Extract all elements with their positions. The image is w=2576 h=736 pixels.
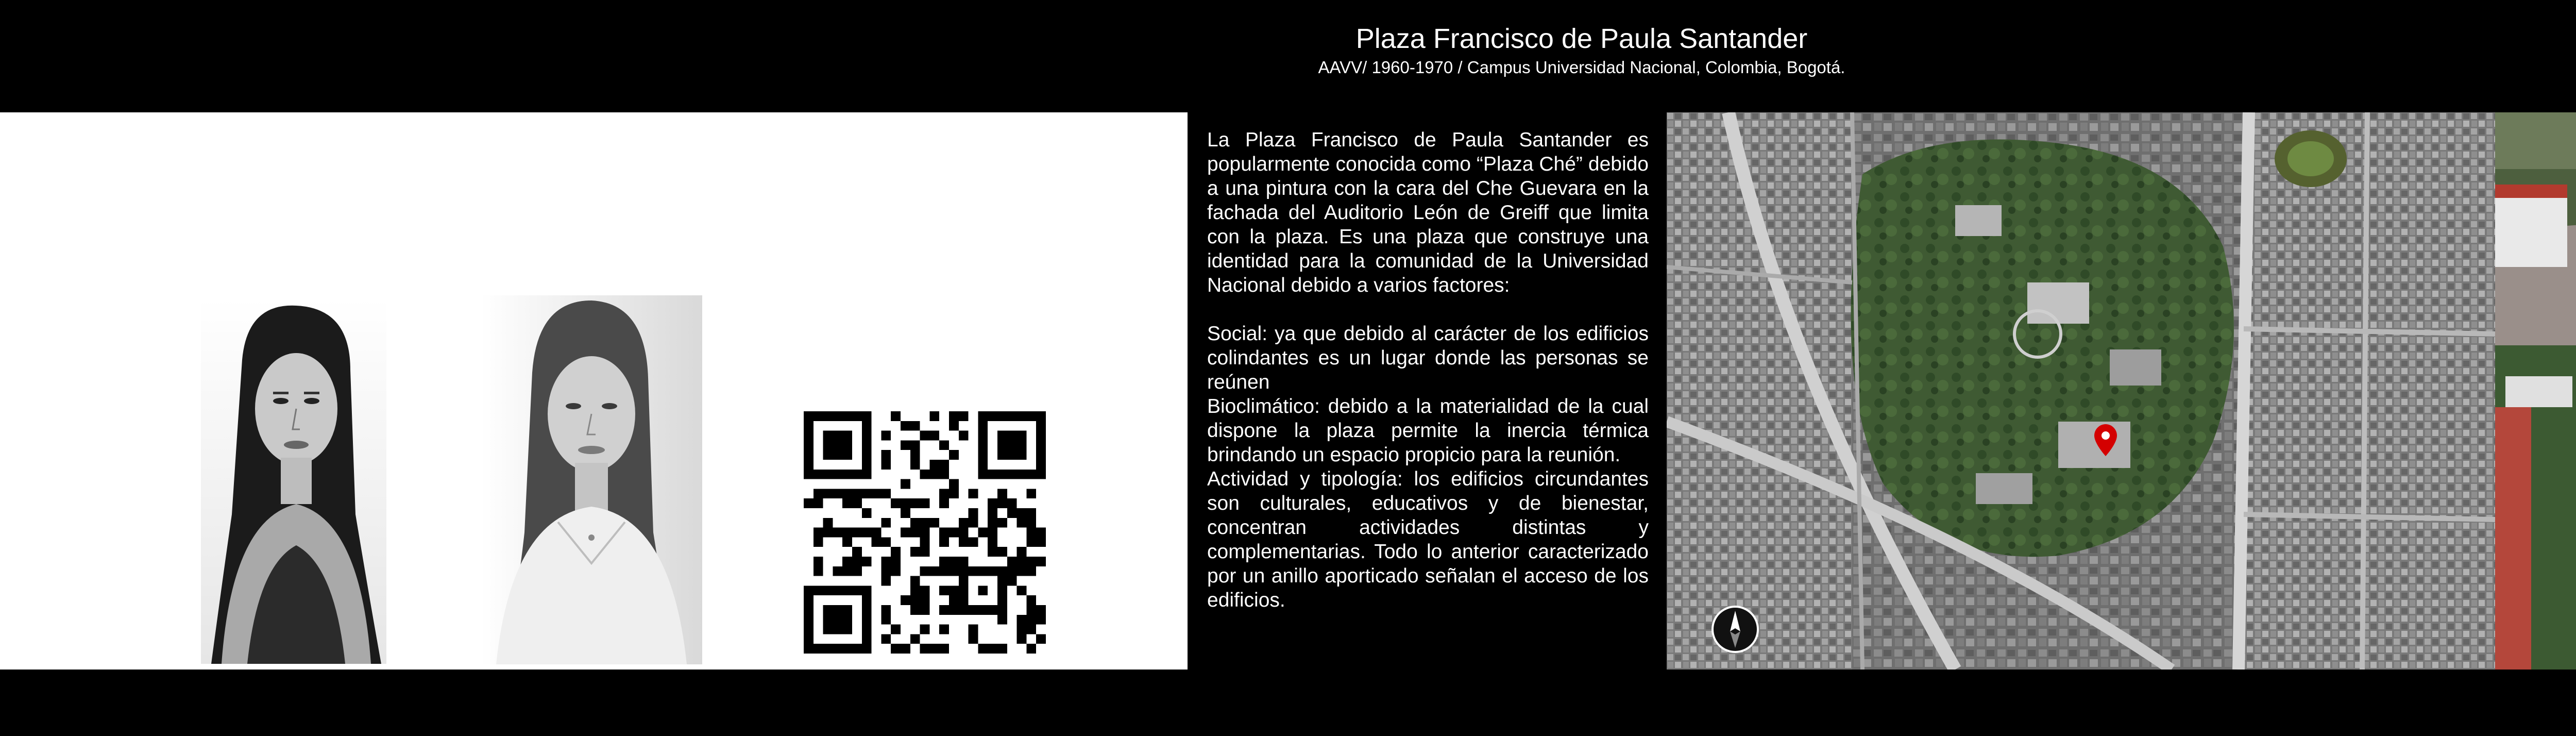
description-intro: La Plaza Francisco de Paula Santander es popularmente conocida como “Plaza Ché” debido a una pintura con la cara del Che Guevara en la fachada del Auditorio León de Greiff que limita con la plaza. Es una plaza que construye una identidad para la comunidad de la Universidad Nacional debido a varios factores: <box>1207 129 1649 296</box>
description-actividad: Actividad y tipología: los edificios circundantes son culturales, educativos y de bienestar, concentran actividades distintas y complementarias. Todo lo anterior caracterizado por un anillo aporticado señalan el acceso de los edificios. <box>1207 468 1649 611</box>
author-name-2-line2: LAMPREA RUEDA <box>499 707 697 731</box>
qr-code[interactable] <box>804 411 1046 654</box>
author-name-2-line1: KAROL YULIETH <box>505 683 690 707</box>
aerial-photo-top <box>2495 112 2576 345</box>
portrait-photo-1 <box>201 298 386 664</box>
authors-panel <box>0 112 1188 736</box>
compass-icon <box>1710 605 1760 654</box>
author-name-1-line2: DÍAZ ÁVILA <box>233 712 364 736</box>
satellite-map <box>1667 112 2495 670</box>
description-bioclimatico: Bioclimático: debido a la materialidad de la cual dispone la plaza permite la inercia térmica brindando un espacio propicio para la reunión. <box>1207 395 1649 466</box>
description-panel <box>1188 112 1667 670</box>
description-social: Social: ya que debido al carácter de los edificios colindantes es un lugar donde las personas se reúnen <box>1207 323 1649 393</box>
page-title: Plaza Francisco de Paula Santander <box>1355 23 1808 54</box>
author-name-1-line1: GISELLE CATALINA <box>192 689 405 712</box>
page-subtitle: AAVV/ 1960-1970 / Campus Universidad Nacional, Colombia, Bogotá. <box>1318 58 1845 77</box>
author-name-1 <box>175 689 422 736</box>
author-name-2 <box>464 683 732 731</box>
description-text <box>1207 128 1649 612</box>
portrait-photo-2 <box>481 295 702 664</box>
header-bar <box>0 0 2576 112</box>
aerial-photo-bottom <box>2495 345 2576 670</box>
paragraph-spacer <box>1207 297 1649 322</box>
map-pin-icon <box>2094 424 2117 456</box>
